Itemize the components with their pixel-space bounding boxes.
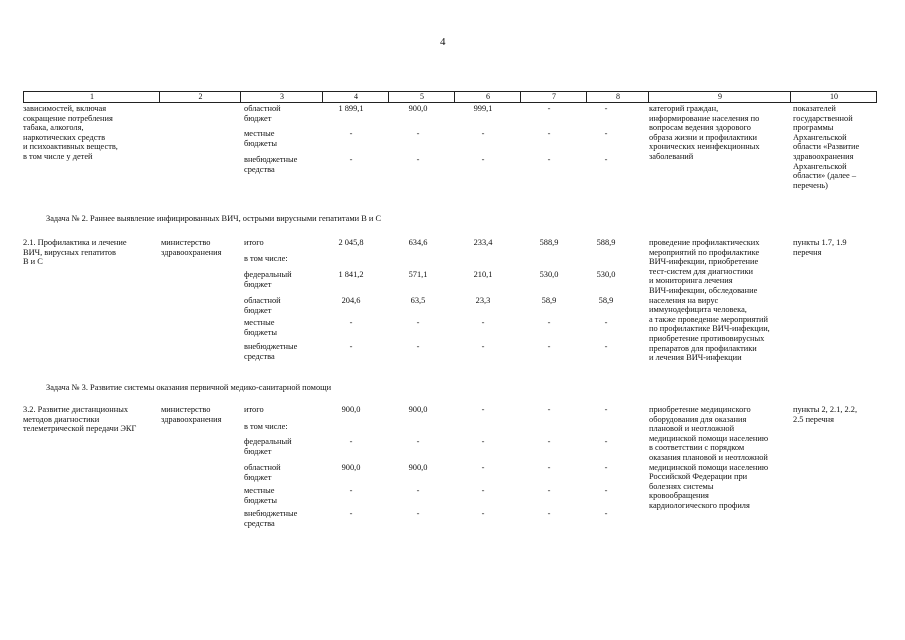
page-number: 4: [440, 36, 446, 48]
block2-row6-v4: -: [349, 342, 353, 351]
block2-result: проведение профилактических мероприятий по профилактике ВИЧ-инфекции, приобретение тест-систем для диагностики и мониторинга лечения ВИЧ-инфекции, обследование населения на вирус иммунодефицита человека, а также проведение мероприятий по профилактике ВИЧ-инфекции, приобретение противовирусных препаратов для профилактики и лечения ВИЧ-инфекции: [649, 238, 770, 363]
block2-row4-v5: 63,5: [410, 296, 426, 305]
block2-row1-v7: 588,9: [539, 238, 559, 247]
block2-row5-v8: -: [604, 318, 608, 327]
block3-source-extrabudget: внебюджетные средства: [244, 509, 298, 528]
block1-row1-v5: 900,0: [408, 104, 428, 113]
block1-row3-v6: -: [481, 155, 485, 164]
block2-row1-v8: 588,9: [596, 238, 616, 247]
block3-row4-v8: -: [604, 463, 608, 472]
block2-row6-v7: -: [547, 342, 551, 351]
block2-row1-v6: 233,4: [473, 238, 493, 247]
block1-row1-v8: -: [604, 104, 608, 113]
block3-row1-v5: 900,0: [408, 405, 428, 414]
block1-measure: зависимостей, включая сокращение потребления табака, алкоголя, наркотических средств и психоактивных веществ, в том числе у детей: [23, 104, 118, 161]
block1-source-local: местные бюджеты: [244, 129, 278, 148]
block3-source-total: итого: [244, 405, 264, 414]
block3-row5-v4: -: [349, 486, 353, 495]
block2-source-local: местные бюджеты: [244, 318, 278, 337]
block2-row5-v7: -: [547, 318, 551, 327]
block3-row6-v8: -: [604, 509, 608, 518]
header-cell-2: 2: [159, 92, 241, 102]
block2-row3-v7: 530,0: [539, 270, 559, 279]
block1-source-regional: областной бюджет: [244, 104, 281, 123]
block1-row2-v8: -: [604, 129, 608, 138]
header-cell-6: 6: [454, 92, 521, 102]
block3-row5-v6: -: [481, 486, 485, 495]
block3-row4-v5: 900,0: [408, 463, 428, 472]
block2-executor: министерство здравоохранения: [161, 238, 222, 257]
block1-row3-v8: -: [604, 155, 608, 164]
header-cell-10: 10: [790, 92, 877, 102]
block2-row5-v4: -: [349, 318, 353, 327]
block2-source-regional: областной бюджет: [244, 296, 281, 315]
block3-row6-v4: -: [349, 509, 353, 518]
block2-row6-v6: -: [481, 342, 485, 351]
block2-row4-v8: 58,9: [598, 296, 614, 305]
block1-row3-v4: -: [349, 155, 353, 164]
block3-row6-v7: -: [547, 509, 551, 518]
block1-row2-v4: -: [349, 129, 353, 138]
block2-source-including: в том числе:: [244, 254, 288, 263]
block3-indicators: пункты 2, 2.1, 2.2, 2.5 перечня: [793, 405, 858, 424]
block2-row3-v4: 1 841,2: [338, 270, 364, 279]
block2-row3-v8: 530,0: [596, 270, 616, 279]
block3-row5-v7: -: [547, 486, 551, 495]
block2-row5-v6: -: [481, 318, 485, 327]
block3-row3-v5: -: [416, 437, 420, 446]
block3-row1-v8: -: [604, 405, 608, 414]
block2-row5-v5: -: [416, 318, 420, 327]
block2-row4-v4: 204,6: [341, 296, 361, 305]
block3-row5-v8: -: [604, 486, 608, 495]
block1-row1-v7: -: [547, 104, 551, 113]
block3-executor: министерство здравоохранения: [161, 405, 222, 424]
block3-row3-v6: -: [481, 437, 485, 446]
block1-row2-v7: -: [547, 129, 551, 138]
block2-row6-v5: -: [416, 342, 420, 351]
block3-row6-v6: -: [481, 509, 485, 518]
block2-row4-v6: 23,3: [475, 296, 491, 305]
block3-source-regional: областной бюджет: [244, 463, 281, 482]
block1-row3-v5: -: [416, 155, 420, 164]
block1-row3-v7: -: [547, 155, 551, 164]
block2-row4-v7: 58,9: [541, 296, 557, 305]
block2-measure: 2.1. Профилактика и лечение ВИЧ, вирусных гепатитов В и С: [23, 238, 127, 267]
block3-source-local: местные бюджеты: [244, 486, 278, 505]
header-cell-3: 3: [240, 92, 323, 102]
block1-result: категорий граждан, информирование населения по вопросам ведения здорового образа жизни и профилактики хронических неинфекционных заболеваний: [649, 104, 760, 161]
block3-result: приобретение медицинского оборудования для оказания плановой и неотложной медицинской помощи населению в соответствии с порядком оказания плановой и неотложной медицинской помощи населению Российской Федерации при болезнях системы кровообращения кардиологического профиля: [649, 405, 769, 510]
block1-row1-v4: 1 899,1: [338, 104, 364, 113]
header-cell-9: 9: [648, 92, 791, 102]
block3-row1-v7: -: [547, 405, 551, 414]
block3-source-including: в том числе:: [244, 422, 288, 431]
block3-row4-v6: -: [481, 463, 485, 472]
task-2-heading: Задача № 2. Раннее выявление инфицированных ВИЧ, острыми вирусными гепатитами В и С: [46, 214, 382, 223]
block2-source-total: итого: [244, 238, 264, 247]
header-cell-7: 7: [520, 92, 587, 102]
block3-row1-v6: -: [481, 405, 485, 414]
header-cell-1: 1: [23, 92, 160, 102]
block1-row2-v5: -: [416, 129, 420, 138]
block2-row1-v5: 634,6: [408, 238, 428, 247]
task-3-heading: Задача № 3. Развитие системы оказания первичной медико-санитарной помощи: [46, 383, 332, 392]
block3-row6-v5: -: [416, 509, 420, 518]
block3-row3-v4: -: [349, 437, 353, 446]
block2-row1-v4: 2 045,8: [338, 238, 364, 247]
block2-row6-v8: -: [604, 342, 608, 351]
block3-row3-v7: -: [547, 437, 551, 446]
header-cell-4: 4: [322, 92, 389, 102]
block3-row4-v4: 900,0: [341, 463, 361, 472]
block2-row3-v5: 571,1: [408, 270, 428, 279]
header-cell-5: 5: [388, 92, 455, 102]
block2-source-federal: федеральный бюджет: [244, 270, 292, 289]
block3-measure: 3.2. Развитие дистанционных методов диагностики телеметрической передачи ЭКГ: [23, 405, 137, 434]
block2-row3-v6: 210,1: [473, 270, 493, 279]
block2-source-extrabudget: внебюджетные средства: [244, 342, 298, 361]
block3-row5-v5: -: [416, 486, 420, 495]
block3-row4-v7: -: [547, 463, 551, 472]
header-cell-8: 8: [586, 92, 649, 102]
block3-source-federal: федеральный бюджет: [244, 437, 292, 456]
block3-row3-v8: -: [604, 437, 608, 446]
block1-source-extrabudget: внебюджетные средства: [244, 155, 298, 174]
block1-indicators: показателей государственной программы Архангельской области «Развитие здравоохранения Архангельской области» (далее – перечень): [793, 104, 860, 190]
table-header: [23, 91, 877, 103]
block1-row1-v6: 999,1: [473, 104, 493, 113]
block3-row1-v4: 900,0: [341, 405, 361, 414]
block1-row2-v6: -: [481, 129, 485, 138]
block2-indicators: пункты 1.7, 1.9 перечня: [793, 238, 847, 257]
